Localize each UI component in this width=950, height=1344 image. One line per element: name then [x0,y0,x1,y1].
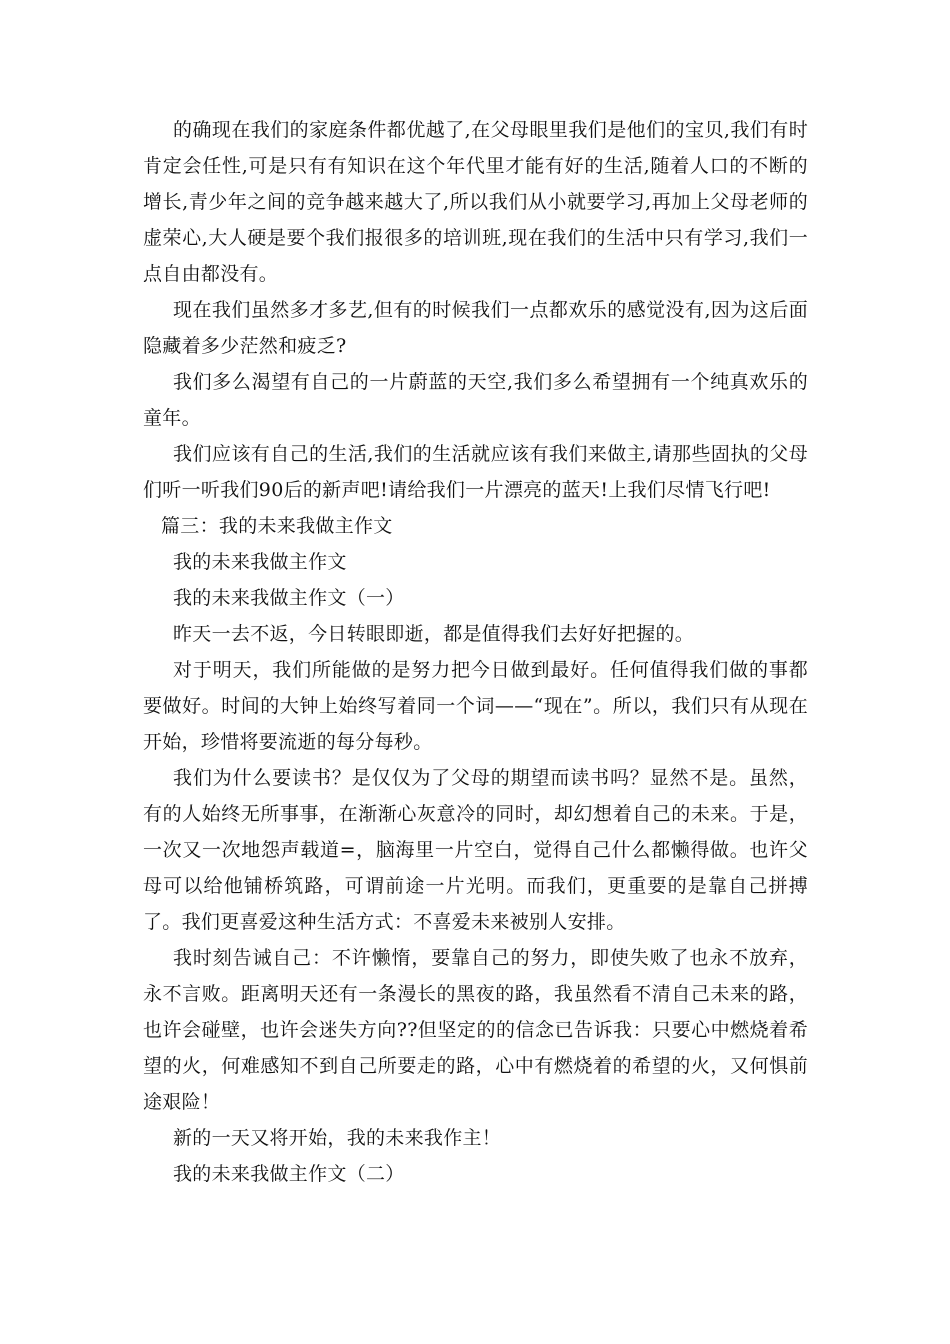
paragraph: 昨天一去不返，今日转眼即逝，都是值得我们去好好把握的。 [173,623,695,645]
paragraph: 我时刻告诫自己：不许懒惰，要靠自己的努力，即使失败了也永不放弃，永不言败。距离明天还有一条漫长的黑夜的路，我虽然看不清自己未来的路，也许会碰壁，也许会迷失方向??但坚定的的信念已告诉我：只要心中燃烧着希望的火，何难感知不到自己所要走的路，心中有燃烧着的希望的火，又何惧前途艰险！ [143,947,808,1113]
paragraph: 的确现在我们的家庭条件都优越了,在父母眼里我们是他们的宝贝,我们有时肯定会任性,可是只有有知识在这个年代里才能有好的生活,随着人口的不断的增长,青少年之间的竞争越来越大了,所以我们从小就要学习,再加上父母老师的虚荣心,大人硬是要个我们报很多的培训班,现在我们的生活中只有学习,我们一点自由都没有。 [143,119,808,285]
paragraph: 现在我们虽然多才多艺,但有的时候我们一点都欢乐的感觉没有,因为这后面隐藏着多少茫然和疲乏? [143,299,808,357]
paragraph: 我们为什么要读书？是仅仅为了父母的期望而读书吗？显然不是。虽然，有的人始终无所事事，在渐渐心灰意冷的同时，却幻想着自己的未来。于是，一次又一次地怨声载道=，脑海里一片空白，觉得自己什么都懒得做。也许父母可以给他铺桥筑路，可谓前途一片光明。而我们，更重要的是靠自己拼搏了。我们更喜爱这种生活方式：不喜爱未来被别人安排。 [143,767,808,933]
essay-title: 我的未来我做主作文 [173,551,347,573]
paragraph: 我们应该有自己的生活,我们的生活就应该有我们来做主,请那些固执的父母们听一听我们90后的新声吧!请给我们一片漂亮的蓝天!上我们尽情飞行吧! [143,443,808,501]
paragraph: 新的一天又将开始，我的未来我作主！ [173,1127,502,1149]
paragraph: 我们多么渴望有自己的一片蔚蓝的天空,我们多么希望拥有一个纯真欢乐的童年。 [143,371,808,429]
part-two-title: 我的未来我做主作文（二） [173,1163,405,1185]
document-body [143,112,808,1192]
paragraph: 对于明天，我们所能做的是努力把今日做到最好。任何值得我们做的事都要做好。时间的大钟上始终写着同一个词——“现在”。所以，我们只有从现在开始，珍惜将要流逝的每分每秒。 [143,659,808,753]
part-one-title: 我的未来我做主作文（一） [173,587,405,609]
section-heading: 篇三：我的未来我做主作文 [161,515,393,537]
